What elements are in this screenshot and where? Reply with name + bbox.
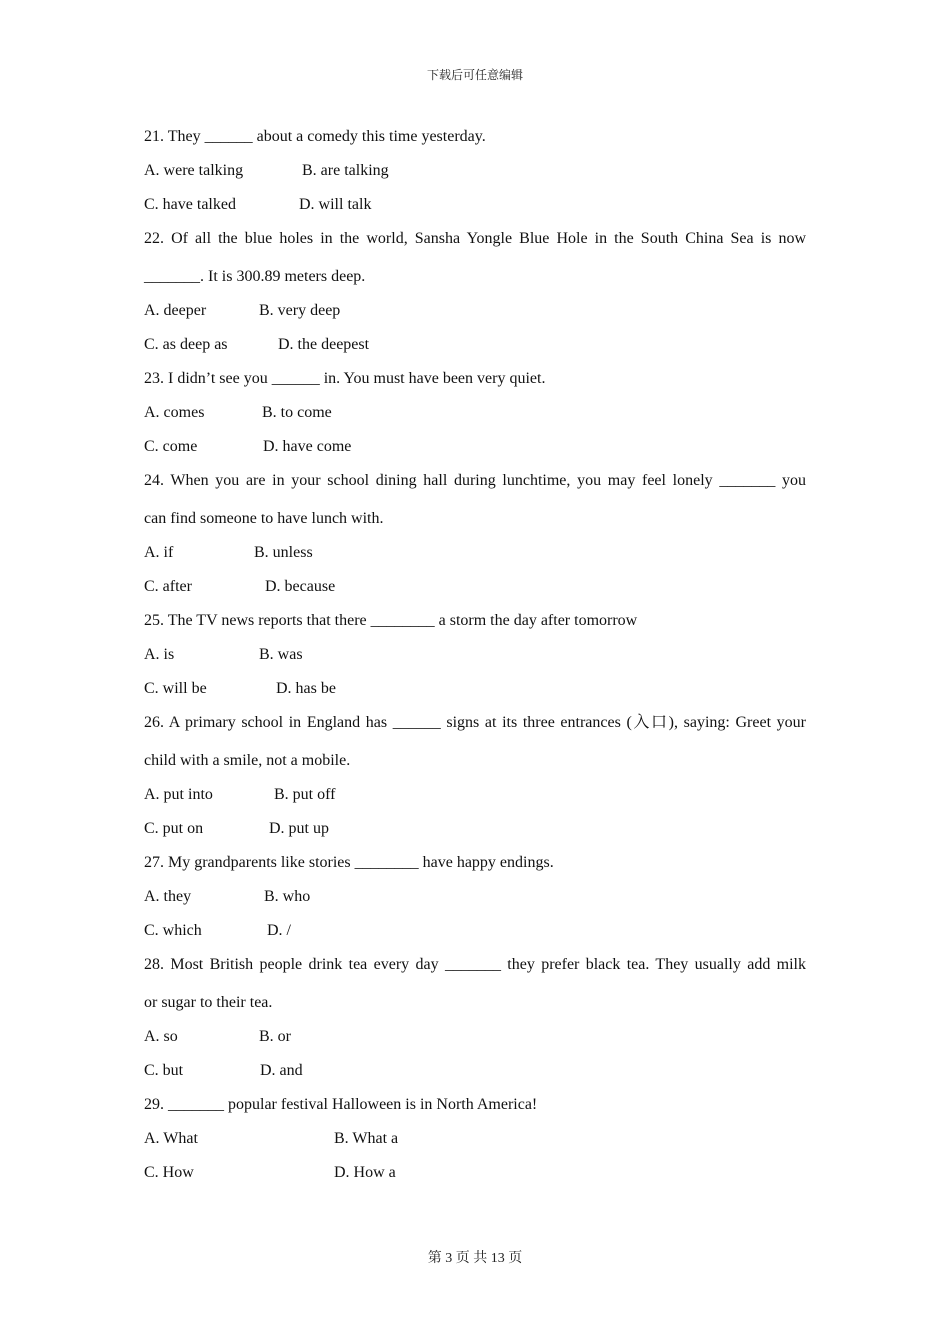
option-b: B. put off bbox=[274, 786, 336, 803]
question-stem: 27. My grandparents like stories ________ have happy endings. bbox=[144, 854, 554, 871]
question-stem: 23. I didn’t see you ______ in. You must have been very quiet. bbox=[144, 370, 546, 387]
option-d: D. have come bbox=[263, 438, 352, 455]
option-b: B. who bbox=[264, 888, 311, 905]
question-stem-continued: can find someone to have lunch with. bbox=[144, 510, 384, 527]
question-stem: 29. _______ popular festival Halloween is in North America! bbox=[144, 1096, 538, 1113]
question-stem: 22. Of all the blue holes in the world, Sansha Yongle Blue Hole in the South China Sea is now bbox=[144, 230, 806, 247]
option-c: C. How bbox=[144, 1164, 194, 1181]
option-b: B. or bbox=[259, 1028, 291, 1045]
option-a: A. were talking bbox=[144, 162, 244, 179]
option-b: B. very deep bbox=[259, 302, 341, 319]
question-stem: 25. The TV news reports that there ________ a storm the day after tomorrow bbox=[144, 612, 638, 629]
option-a: A. What bbox=[144, 1130, 198, 1147]
option-c: C. which bbox=[144, 922, 202, 939]
question-stem-continued: child with a smile, not a mobile. bbox=[144, 752, 351, 769]
option-b: B. was bbox=[259, 646, 303, 663]
question-stem: 21. They ______ about a comedy this time yesterday. bbox=[144, 128, 486, 145]
question-stem: 28. Most British people drink tea every day _______ they prefer black tea. They usually add milk bbox=[144, 956, 806, 973]
option-c: C. but bbox=[144, 1062, 184, 1079]
option-b: B. unless bbox=[254, 544, 313, 561]
option-a: A. deeper bbox=[144, 302, 207, 319]
option-c: C. come bbox=[144, 438, 198, 455]
option-d: D. will talk bbox=[299, 196, 372, 213]
option-a: A. comes bbox=[144, 404, 205, 421]
option-c: C. as deep as bbox=[144, 336, 228, 353]
question-stem-continued: _______. It is 300.89 meters deep. bbox=[144, 268, 366, 285]
option-a: A. if bbox=[144, 544, 174, 561]
page-header: 下载后可任意编辑 bbox=[426, 68, 523, 82]
question-stem: 26. A primary school in England has ______ signs at its three entrances (入口), saying: Greet your bbox=[144, 714, 806, 731]
option-b: B. to come bbox=[262, 404, 332, 421]
option-d: D. / bbox=[267, 922, 291, 939]
option-a: A. is bbox=[144, 646, 175, 663]
option-a: A. they bbox=[144, 888, 192, 905]
option-a: A. so bbox=[144, 1028, 178, 1045]
question-stem: 24. When you are in your school dining hall during lunchtime, you may feel lonely _______ you bbox=[144, 472, 806, 489]
question-stem-continued: or sugar to their tea. bbox=[144, 994, 273, 1011]
option-d: D. because bbox=[265, 578, 336, 595]
option-d: D. and bbox=[260, 1062, 303, 1079]
option-d: D. has be bbox=[276, 680, 336, 697]
option-d: D. How a bbox=[334, 1164, 396, 1181]
option-c: C. have talked bbox=[144, 196, 236, 213]
option-d: D. put up bbox=[269, 820, 329, 837]
option-c: C. put on bbox=[144, 820, 204, 837]
page-footer: 第 3 页 共 13 页 bbox=[427, 1251, 523, 1266]
option-d: D. the deepest bbox=[278, 336, 370, 353]
option-c: C. will be bbox=[144, 680, 207, 697]
option-a: A. put into bbox=[144, 786, 213, 803]
option-c: C. after bbox=[144, 578, 192, 595]
option-b: B. What a bbox=[334, 1130, 399, 1147]
option-b: B. are talking bbox=[302, 162, 389, 179]
